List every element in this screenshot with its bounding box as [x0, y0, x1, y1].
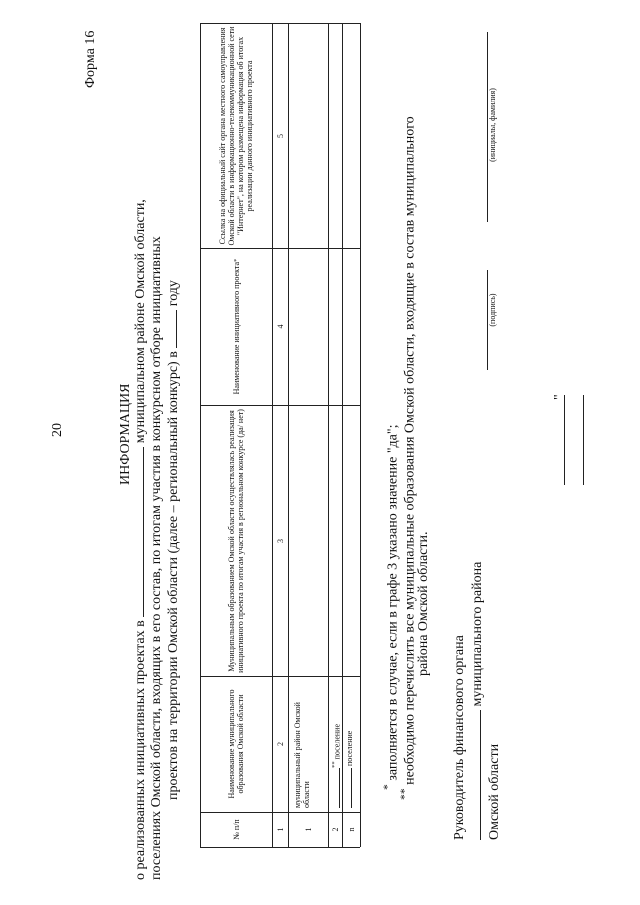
header-num: № п/п: [231, 819, 241, 840]
page-number: 20: [50, 423, 65, 437]
col-num-1: 1: [275, 827, 285, 832]
row-1-num: 1: [303, 827, 313, 832]
col-num-5: 5: [275, 134, 285, 138]
name-caption: (инициалы, фамилия): [488, 88, 497, 162]
signature-position-2: муниципального района: [470, 562, 486, 840]
row-2-num: 2: [330, 827, 340, 832]
intro-line-1: о реализованных инициативных проектах в муниципальном районе Омской области,: [133, 199, 148, 880]
row-n-num: n: [346, 827, 356, 832]
footnote-2: ** необходимо перечислить все муниципальные образования Омской области, входящие в состав муниципального: [398, 116, 418, 800]
col-num-3: 3: [275, 539, 285, 543]
signature-position-1: Руководитель финансового органа: [452, 635, 467, 840]
year-blank: [176, 310, 177, 348]
date-line-1: [564, 395, 565, 485]
document-title: ИНФОРМАЦИЯ: [118, 383, 133, 485]
row-1-name: муниципальный район Омской области: [293, 702, 311, 808]
form-label: Форма 16: [83, 30, 98, 88]
header-implemented: Муниципальным образованием Омской области осуществлялась реализация инициативного проекта по итогам участия в региональном конкурсе (да/ нет): [227, 409, 245, 673]
signature-position-3: Омской области: [487, 743, 502, 840]
row-2-name: ** поселение: [330, 680, 342, 808]
district-blank: [143, 447, 144, 617]
row-n-name: поселение: [345, 680, 358, 808]
col-num-4: 4: [275, 324, 285, 329]
col-num-2: 2: [275, 742, 285, 746]
intro-line-2: поселениях Омской области, входящих в его состав, по итогам участия в конкурсном отборе инициативных: [149, 236, 164, 880]
footnote-3: района Омской области.: [416, 531, 431, 676]
header-mo-name: Наименование муниципального образования Омской области: [227, 689, 245, 799]
intro-line-3: проектов на территории Омской области (далее – региональный конкурс) в году: [166, 280, 181, 800]
header-project-name: Наименование инициативного проекта *: [231, 258, 241, 395]
signature-caption: (подпись): [488, 293, 497, 327]
date-line-2: [583, 395, 584, 485]
date-quote: ": [552, 394, 567, 400]
header-link: Ссылка на официальный сайт органа местного самоуправления Омской области в информационно-телекоммуникационной сети "Интернет", на котором размещена информация об итогах реализации данного инициативного проекта: [218, 26, 254, 246]
footnote-1: * заполняется в случае, если в графе 3 указано значение "да";: [381, 424, 401, 790]
